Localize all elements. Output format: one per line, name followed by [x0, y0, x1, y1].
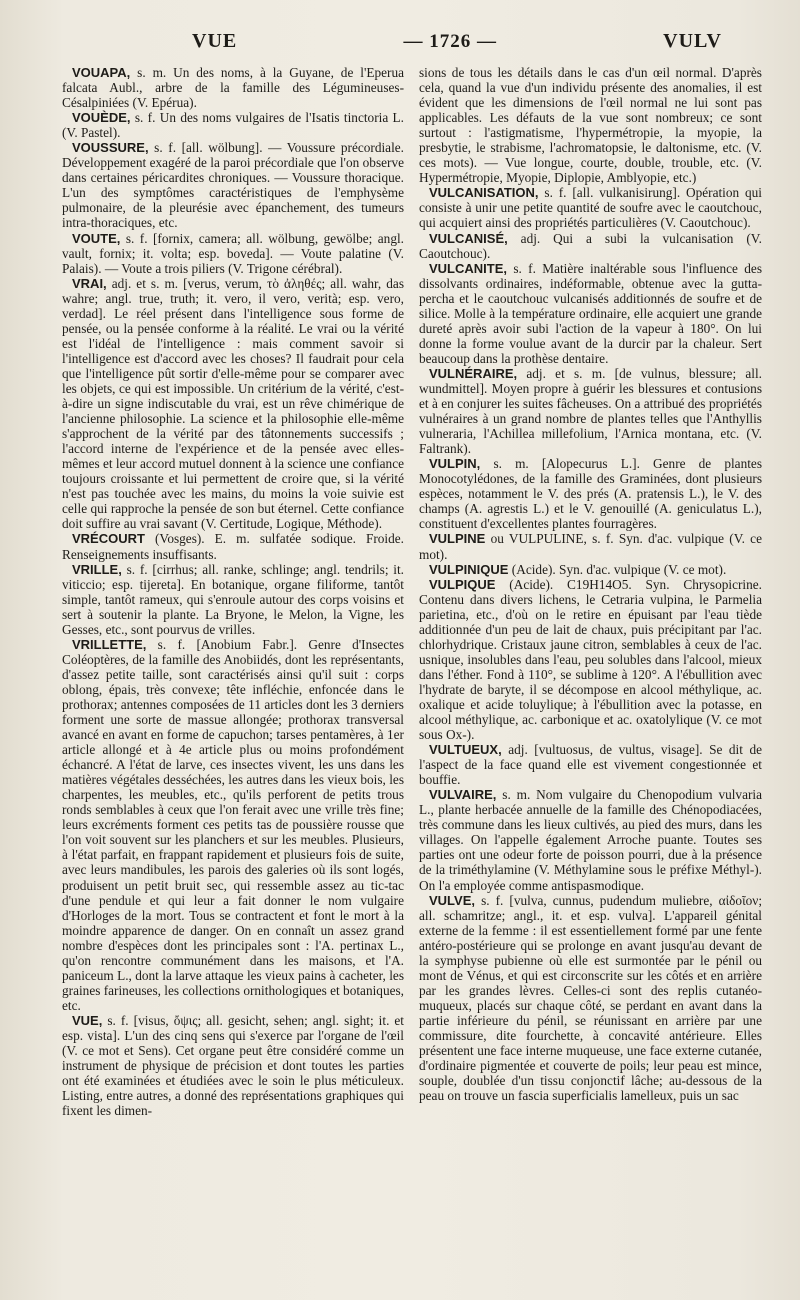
- dictionary-entry: [419, 65, 762, 185]
- entry-text: (Acide). Syn. d'ac. vulpique (V. ce mot).: [511, 561, 727, 577]
- dictionary-entry: [62, 531, 404, 561]
- dictionary-entry: [419, 531, 762, 561]
- entry-text: (Vosges). E. m. sulfatée sodique. Froide. Renseignements insuffisants.: [62, 531, 404, 562]
- dictionary-entry: [419, 366, 762, 456]
- entry-headword: VULCANISATION,: [429, 185, 539, 201]
- entry-text: s. f. [all. wölbung]. — Voussure précordiale. Développement exagéré de la paroi précordiale que l'on observe dans certaines péricardites chroniques. — Voussure thoracique. L'un des symptômes caractéristiques de l'emphysème pulmonaire, de la pleurésie avec épanchement, des tumeurs intra-thoraciques, etc.: [62, 140, 404, 231]
- left-column: [62, 65, 404, 1118]
- entry-headword: VRILLE,: [72, 561, 122, 577]
- entry-text: s. f. [cirrhus; all. ranke, schlinge; angl. tendrils; it. viticcio; esp. tijereta]. En botanique, organe filiforme, tantôt simple, tantôt rameux, qui s'enroule autour des corps voisins et sert à soutenir la plante. La Bryone, le Melon, la Vigne, les Gesses, etc., sont pourvus de vrilles.: [62, 561, 404, 637]
- dictionary-entry: [62, 140, 404, 230]
- entry-text: s. m. Un des noms, à la Guyane, de l'Eperua falcata Aubl., arbre de la famille des Légumineuses-Césalpiniées (V. Epérua).: [62, 65, 404, 111]
- dictionary-entry: [62, 637, 404, 1013]
- entry-text: s. f. Un des noms vulgaires de l'Isatis tinctoria L. (V. Pastel).: [62, 110, 404, 141]
- entry-text: adj. [vultuosus, de vultus, visage]. Se dit de l'aspect de la face quand elle est vivement congestionnée et bouffie.: [419, 742, 762, 788]
- entry-headword: VULPIN,: [429, 456, 481, 472]
- entry-headword: VRAI,: [72, 275, 107, 291]
- dictionary-entry: [419, 562, 762, 577]
- dictionary-entry: [419, 185, 762, 230]
- entry-text: s. f. [vulva, cunnus, pudendum muliebre, αἰδοῖον; all. schamritze; angl., it. et esp. vulva]. L'appareil génital externe de la femme : il est essentiellement formé par une fente antéro-postérieure qui se prolonge en avant jusqu'au devant de la symphyse pubienne où elle est surmontée par le pénil ou mont de Vénus, et qui est circonscrite sur les côtés et en arrière par les grandes lèvres. Celles-ci sont des replis cutanéo-muqueux, placés sur chaque côté, se perdant en avant dans la partie inférieure du pénil, se réunissant en arrière par une commissure, dite fourchette, à concavité antérieure. Elles présentent une face interne muqueuse, une face externe cutanée, d'ordinaire pigmentée et couverte de poils; leur peau est mince, souple, doublée d'un tissu conjonctif lâche; au-dessous de la peau on trouve un fascia superficialis lamelleux, puis un sac: [419, 892, 763, 1104]
- dictionary-entry: [62, 276, 404, 532]
- entry-headword: VULPIQUE: [429, 576, 496, 592]
- entry-headword: VOUÈDE,: [72, 110, 131, 126]
- header-right-word: VULV: [663, 30, 722, 52]
- page-number: — 1726 —: [403, 31, 497, 52]
- dictionary-entry: [419, 787, 762, 892]
- dictionary-entry: [419, 261, 762, 366]
- entry-text: s. m. [Alopecurus L.]. Genre de plantes Monocotylédones, de la famille des Graminées, dont plusieurs espèces, notamment le V. des prés (A. pratensis L.), le V. des champs (A. agrestis L.) et le V. genouillé (A. geniculatus L.), constituent d'excellentes plantes fourragères.: [419, 456, 763, 532]
- entry-headword: VULVE,: [429, 892, 475, 908]
- entry-text: s. f. [visus, ὄψις; all. gesicht, sehen; angl. sight; it. et esp. vista]. L'un des cinq sens qui s'exerce par l'organe de l'œil (V. ce mot et Sens). Cet organe peut être considéré comme un instrument de physique de précision et dont toutes les parties ont été examinées et étudiées avec le soin le plus méticuleux. Listing, entre autres, a donné des représentations graphiques qui fixent les dimen-: [62, 1012, 404, 1119]
- entry-headword: VOUTE,: [72, 230, 121, 246]
- dictionary-entry: [419, 231, 762, 261]
- entry-text: (Acide). C19H14O5. Syn. Chrysopicrine. Contenu dans divers lichens, le Cetraria vulpina, le Parmelia parietina, etc., d'où on le retire en épuisant par l'eau tiède additionnée d'un peu de lait de chaux, puis précipitant par l'ac. chlorhydrique. Cristaux jaune citron, semblables à ceux de l'ac. usnique, insolubles dans l'eau, peu solubles dans l'alcool, mieux dans l'éther. Fond à 110°, se sublime à 120°. A l'ébullition avec l'hydrate de baryte, il se décompose en alcool méthylique, ac. oxalique et acide toluylique; à l'ébullition avec la potasse, en alcool méthylique, ac. carbonique et ac. oxatolylique (V. ce mot sous Ox-).: [419, 576, 763, 743]
- two-column-body: [62, 65, 762, 1118]
- right-column: [419, 65, 762, 1118]
- entry-headword: VULCANISÉ,: [429, 230, 508, 246]
- dictionary-entry: [419, 742, 762, 787]
- entry-headword: VULNÉRAIRE,: [429, 365, 518, 381]
- entry-text: sions de tous les détails dans le cas d'un œil normal. D'après cela, quand la vue d'un individu présente des anomalies, il est évident que les dimensions de l'œil normal ne lui sont pas applicables. Les défauts de la vue sont nombreux; ce sont surtout : l'astigmatisme, l'hypermétropie, la myopie, la presbytie, le strabisme, l'achromatopsie, le daltonisme, etc. (V. ces mots). — Vue longue, courte, double, trouble, etc. (V. Hypermétropie, Myopie, Diplopie, Amblyopie, etc.): [419, 65, 762, 186]
- entry-text: adj. et s. m. [verus, verum, τὸ ἀληθές; all. wahr, das wahre; angl. true, truth; it. vero, il vero, verità; esp. vero, verdad]. Le réel présent dans l'intelligence sous forme de pensée, ou la pensée conforme à la réalité. Le vrai ou la vérité est l'idéal de l'intelligence : mais comment savoir si l'intelligence est d'accord avec les choses? Il faudrait pour cela que l'intelligence pût sortir d'elle-même pour se comparer avec les objets, ce qui est impossible. Un critérium de la vérité, c'est-à-dire un signe indiscutable du vrai, est un rêve chimérique de l'ancienne philosophie. La science et la philosophie elle-même s'approchent de la vérité par des tâtonnements successifs ; l'accord interne de l'expérience et de la pensée avec elles-mêmes et leur accord mutuel donnent à la science une confiance toujours croissante et lui permettent de croire que, si la vérité n'est pas touchée avec les mains, du moins la voie suivie est celle qui rapproche la pensée de son but éternel. Cette confiance doit suffire au vrai savant (V. Certitude, Logique, Méthode).: [62, 275, 404, 532]
- header-left-word: VUE: [192, 30, 238, 52]
- dictionary-entry: [62, 231, 404, 276]
- entry-text: s. f. [all. vulkanisirung]. Opération qui consiste à unir une petite quantité de soufre avec le caoutchouc, qui acquiert ainsi des propriétés particulières (V. Caoutchouc).: [419, 185, 763, 231]
- dictionary-entry: [62, 1013, 404, 1118]
- entry-text: adj. et s. m. [de vulnus, blessure; all. wundmittel]. Moyen propre à guérir les blessures et contusions et à en conjurer les suites fâcheuses. On a attribué des propriétés vulnéraires à un grand nombre de plantes telles que l'Anthyllis vulneraria, l'Achillea millefolium, l'Arnica montana, etc. (V. Faltrank).: [419, 365, 763, 457]
- dictionary-entry: [62, 110, 404, 140]
- entry-text: adj. Qui a subi la vulcanisation (V. Caoutchouc).: [419, 230, 762, 261]
- entry-text: s. m. Nom vulgaire du Chenopodium vulvaria L., plante herbacée annuelle de la famille des Chénopodiacées, très commune dans les lieux cultivés, au pied des murs, dans les villages. On l'appelle également Arroche puante. Toutes ses parties ont une odeur forte de poisson pourri, due à la présence de la triméthylamine (V. Méthylamine sous le préfixe Méthyl-). On l'a employée comme antispasmodique.: [419, 787, 763, 893]
- entry-text: s. f. Matière inaltérable sous l'influence des dissolvants ordinaires, indéformable, obtenue avec la gutta-percha et le caoutchouc vulcanisés additionnés de soufre et de silice. Molle à la température ordinaire, elle acquiert une grande dureté après avoir subi l'action de la vapeur à 180°. On lui donne la forme voulue avant de la durcir par la chaleur. Sert beaucoup dans la prothèse dentaire.: [419, 260, 762, 366]
- dictionary-entry: [62, 562, 404, 637]
- entry-headword: VOUSSURE,: [72, 140, 149, 156]
- entry-headword: VULTUEUX,: [429, 742, 502, 758]
- dictionary-entry: [419, 893, 762, 1104]
- dictionary-entry: [419, 577, 762, 743]
- entry-headword: VOUAPA,: [72, 65, 131, 80]
- dictionary-entry: [419, 456, 762, 531]
- entry-headword: VRILLETTE,: [72, 636, 147, 652]
- entry-text: s. f. [Anobium Fabr.]. Genre d'Insectes Coléoptères, de la famille des Anobiidés, dont les représentants, d'assez petite taille, sont caractérisés ainsi qu'il suit : corps oblong, épais, très convexe; tête infléchie, enfoncée dans le prothorax; antennes composées de 11 articles dont les 3 derniers forment une sorte de massue allongée; prothorax transversal avancé en avant en forme de capuchon; tarses pentamères, à 1er article allongé et à 4e article plus ou moins profondément échancré. A l'état de larve, ces insectes vivent, les uns dans les matières végétales desséchées, les autres dans les vieux bois, les charpentes, les meubles, etc., qu'ils perforent de petits trous ronds semblables à ceux que l'on ferait avec une vrille très fine; leurs excréments forment ces petits tas de poussière rousse que l'on voit souvent sur les planchers et sur les meubles. Plusieurs, à l'état parfait, en frappant rapidement et plusieurs fois de suite, avec leurs mandibules, les parois des galeries où ils sont logés, produisent un petit bruit sec, qui ressemble assez au tic-tac d'une pendule et qui leur a fait donner le nom vulgaire d'Horloges de la mort. Tous se contractent et font le mort à la moindre apparence de danger. On en connaît un assez grand nombre d'espèces dont les principales sont : l'A. pertinax L., qu'on rencontre communément dans les maisons, et l'A. paniceum L., dont la larve attaque les vieux pains à cacheter, les graines farineuses, les collections ornithologiques et botaniques, etc.: [62, 636, 404, 1013]
- entry-text: s. f. [fornix, camera; all. wölbung, gewölbe; angl. vault, fornix; it. volta; esp. boveda]. — Voute palatine (V. Palais). — Voute a trois piliers (V. Trigone cérébral).: [62, 230, 404, 276]
- entry-headword: VULCANITE,: [429, 260, 507, 276]
- entry-text: ou VULPULINE, s. f. Syn. d'ac. vulpique (V. ce mot).: [419, 531, 762, 562]
- entry-headword: VULVAIRE,: [429, 787, 497, 803]
- entry-headword: VULPINIQUE: [429, 561, 509, 577]
- entry-headword: VRÉCOURT: [72, 531, 145, 547]
- running-header: [62, 30, 762, 53]
- entry-headword: VUE,: [72, 1012, 103, 1028]
- dictionary-entry: [62, 65, 404, 110]
- entry-headword: VULPINE: [429, 531, 486, 547]
